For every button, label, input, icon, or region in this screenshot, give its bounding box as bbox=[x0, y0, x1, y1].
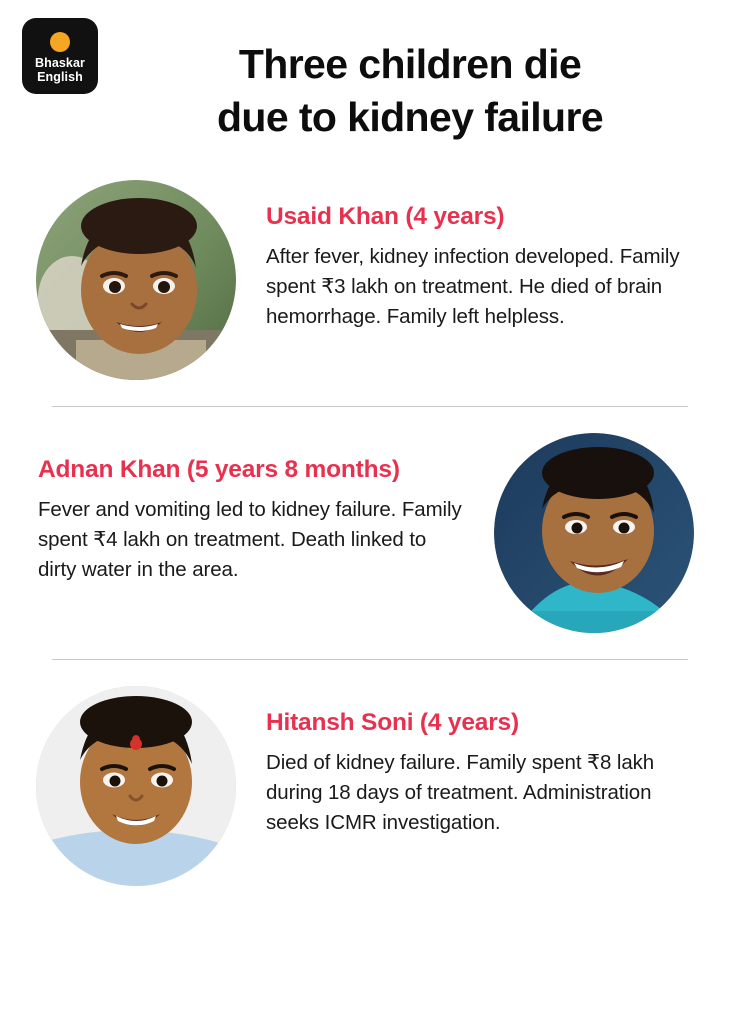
case-list bbox=[0, 180, 730, 886]
case-photo bbox=[36, 686, 236, 886]
case-name: Usaid Khan (4 years) bbox=[266, 203, 505, 230]
case-text bbox=[236, 686, 694, 838]
case-text bbox=[36, 433, 494, 585]
divider bbox=[52, 659, 688, 660]
case-description: Died of kidney failure. Family spent ₹8 lakh during 18 days of treatment. Administration seeks ICMR investigation. bbox=[266, 751, 655, 834]
divider bbox=[52, 406, 688, 407]
case-description: Fever and vomiting led to kidney failure. Family spent ₹4 lakh on treatment. Death linked to dirty water in the area. bbox=[38, 498, 462, 581]
bhaskar-english-logo bbox=[22, 18, 98, 94]
headline-line-2: due to kidney failure bbox=[216, 94, 604, 140]
case-description: After fever, kidney infection developed. Family spent ₹3 lakh on treatment. He died of brain hemorrhage. Family left helpless. bbox=[266, 245, 680, 328]
logo-line2: English bbox=[37, 70, 83, 84]
header bbox=[0, 0, 730, 180]
case-photo bbox=[36, 180, 236, 380]
case-text bbox=[236, 180, 694, 332]
case-item bbox=[0, 180, 730, 380]
logo-line1: Bhaskar bbox=[34, 56, 86, 70]
case-item bbox=[0, 433, 730, 633]
case-name: Adnan Khan (5 years 8 months) bbox=[38, 456, 400, 483]
sun-icon bbox=[50, 32, 70, 52]
case-item bbox=[0, 686, 730, 886]
headline-line-1: Three children die bbox=[238, 41, 582, 87]
page-title bbox=[110, 38, 710, 144]
case-name: Hitansh Soni (4 years) bbox=[266, 709, 519, 736]
case-photo bbox=[494, 433, 694, 633]
